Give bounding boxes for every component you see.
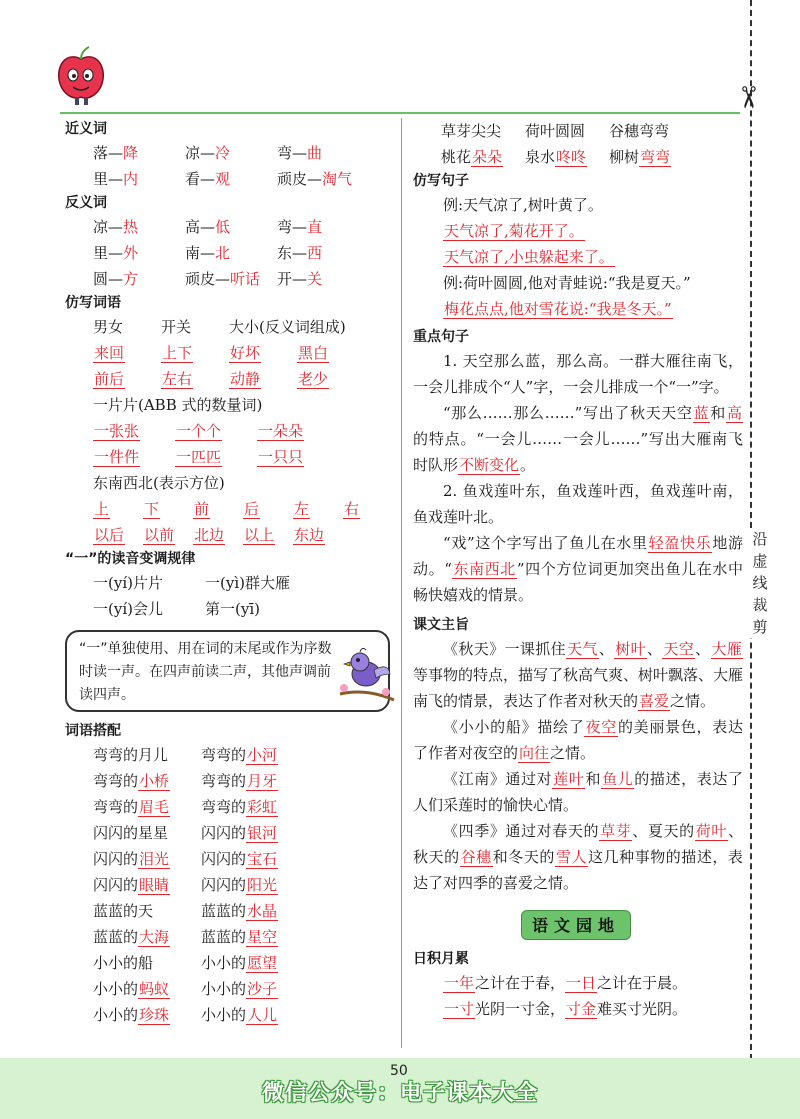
text: 《秋天》一课抓住 bbox=[443, 640, 567, 658]
phrase-prefix: 闪闪的 bbox=[93, 850, 139, 868]
key-sentences-title: 重点句子 bbox=[413, 329, 469, 345]
answer: 阳光 bbox=[247, 876, 278, 894]
answer: 弯弯 bbox=[640, 148, 671, 166]
theme-title: 课文主旨 bbox=[413, 617, 469, 633]
key-sentence-2: 2. 鱼戏莲叶东，鱼戏莲叶西，鱼戏莲叶南，鱼戏莲叶北。 bbox=[413, 482, 743, 526]
theme-jiangnan bbox=[413, 766, 743, 818]
apple-mascot-icon bbox=[55, 45, 107, 105]
word: 顽皮— bbox=[277, 170, 323, 188]
answer: 轻盈快乐 bbox=[648, 534, 712, 552]
phrase-prefix: 弯弯的 bbox=[93, 746, 139, 764]
example-row bbox=[93, 314, 395, 340]
phrase-prefix: 蓝蓝的 bbox=[201, 928, 247, 946]
collocation-row bbox=[93, 794, 395, 820]
answer: 喜爱 bbox=[639, 692, 670, 710]
proverb-line bbox=[413, 996, 743, 1022]
answer: 左右 bbox=[162, 370, 193, 388]
example-word: 男女 bbox=[93, 318, 124, 336]
answer: 珍珠 bbox=[139, 1006, 170, 1024]
proverb-line bbox=[413, 970, 743, 996]
phrase-prefix: 弯弯的 bbox=[201, 746, 247, 764]
phrase-prefix: 小小的 bbox=[93, 1006, 139, 1024]
phrase-prefix: 蓝蓝的 bbox=[201, 902, 247, 920]
scissors-icon: ✂ bbox=[730, 84, 766, 111]
text: 之计在于晨。 bbox=[597, 974, 688, 992]
answer: 外 bbox=[123, 244, 139, 262]
answer: 黑白 bbox=[298, 344, 329, 362]
phrase-prefix: 弯弯的 bbox=[93, 772, 139, 790]
answer: 愿望 bbox=[247, 954, 278, 972]
collocation-row bbox=[93, 924, 395, 950]
phrase-prefix: 蓝蓝的 bbox=[93, 928, 139, 946]
phrase-noun: 月儿 bbox=[138, 746, 169, 764]
column-divider bbox=[401, 118, 402, 1048]
text: 等事物的特点，描写了秋高气爽、树叶飘落、大雁南飞的情景，表达了作者对秋天的 bbox=[413, 666, 744, 710]
answer: 一件件 bbox=[94, 448, 140, 466]
answer: 天空 bbox=[663, 640, 695, 658]
phrase-prefix: 闪闪的 bbox=[201, 876, 247, 894]
answer: 朵朵 bbox=[472, 148, 503, 166]
left-column bbox=[65, 118, 395, 1028]
chinese-garden-banner: 语文园地 bbox=[521, 910, 631, 940]
text: 《四季》通过对春天的 bbox=[443, 822, 600, 840]
word-row bbox=[441, 118, 743, 144]
answer: 一个个 bbox=[176, 422, 222, 440]
answer: 彩虹 bbox=[247, 798, 278, 816]
phrase-noun: 天 bbox=[138, 902, 154, 920]
answer: 泪光 bbox=[139, 850, 170, 868]
page-number: 50 bbox=[390, 1063, 408, 1079]
word: 里— bbox=[93, 170, 124, 188]
answer-row bbox=[93, 418, 395, 444]
answer: 老少 bbox=[298, 370, 329, 388]
answer: 右 bbox=[344, 500, 360, 518]
word: 凉— bbox=[93, 218, 124, 236]
yi-rule-title: “一”的读音变调规律 bbox=[65, 551, 196, 567]
word-row bbox=[93, 166, 395, 192]
answer-row bbox=[93, 444, 395, 470]
word: 高— bbox=[185, 218, 216, 236]
daily-title: 日积月累 bbox=[413, 951, 469, 967]
example-row: 东南西北(表示方位) bbox=[93, 474, 225, 492]
collocation-row bbox=[93, 898, 395, 924]
answer: 银河 bbox=[247, 824, 278, 842]
pinyin-row bbox=[93, 596, 395, 622]
answer: 咚咚 bbox=[556, 148, 587, 166]
text: 、夏天的 bbox=[632, 822, 695, 840]
cut-label: 沿虚线裁剪 bbox=[748, 528, 772, 638]
answer: 东南西北 bbox=[452, 560, 516, 578]
text: 、 bbox=[646, 640, 663, 658]
phrase-prefix: 闪闪的 bbox=[201, 824, 247, 842]
note-text: “一”单独使用、用在词的末尾或作为序数时读一声。在四声前读二声，其他声调前读四声。 bbox=[79, 641, 332, 703]
text: 和 bbox=[585, 770, 602, 788]
answer: 直 bbox=[307, 218, 323, 236]
answer-row bbox=[413, 218, 743, 244]
word: 荷叶圆圆 bbox=[525, 122, 586, 140]
answer: 热 bbox=[123, 218, 139, 236]
answer: 谷穗 bbox=[460, 848, 492, 866]
word: 看— bbox=[185, 170, 216, 188]
answer: 草芽 bbox=[600, 822, 632, 840]
theme-autumn bbox=[413, 636, 743, 714]
synonyms-title: 近义词 bbox=[65, 121, 107, 137]
text: 之情。 bbox=[670, 692, 716, 710]
answer: 西 bbox=[307, 244, 323, 262]
word: 弯— bbox=[277, 144, 308, 162]
answer: 东边 bbox=[294, 526, 325, 544]
answer: 北边 bbox=[194, 526, 225, 544]
answer: 上下 bbox=[162, 344, 193, 362]
answer: 方 bbox=[123, 270, 139, 288]
answer: 前 bbox=[194, 500, 210, 518]
collocation-row bbox=[93, 846, 395, 872]
answer: 莲叶 bbox=[553, 770, 585, 788]
answer: 一只只 bbox=[258, 448, 304, 466]
word: 弯— bbox=[277, 218, 308, 236]
word: 泉水 bbox=[525, 148, 556, 166]
text: ”四个方位词更加突出鱼儿在水中畅快嬉戏的情景。 bbox=[413, 560, 743, 604]
answer-row bbox=[413, 296, 743, 322]
footer-watermark: 微信公众号：电子课本大全 bbox=[261, 1081, 538, 1106]
answer: 北 bbox=[215, 244, 231, 262]
word: 谷穗弯弯 bbox=[609, 122, 670, 140]
answer: 动静 bbox=[230, 370, 261, 388]
answer: 冷 bbox=[215, 144, 231, 162]
text: 之计在于春， bbox=[475, 974, 566, 992]
answer: 观 bbox=[215, 170, 231, 188]
text: 和 bbox=[710, 404, 726, 422]
answer: 一日 bbox=[566, 974, 597, 992]
phrase-prefix: 小小的 bbox=[201, 1006, 247, 1024]
synonyms-list bbox=[65, 140, 395, 192]
text: 的美丽景色，表达了作者对夜空的 bbox=[413, 718, 743, 762]
word: 落— bbox=[93, 144, 124, 162]
collocation-row bbox=[93, 950, 395, 976]
phrase-prefix: 弯弯的 bbox=[201, 798, 247, 816]
answer: 雪人 bbox=[555, 848, 588, 866]
collocation-row bbox=[93, 872, 395, 898]
collocation-row bbox=[93, 768, 395, 794]
imitate-words-block bbox=[65, 314, 395, 548]
answer: 天气 bbox=[567, 640, 598, 658]
text: 《小小的船》描绘了 bbox=[443, 718, 585, 736]
answer-row bbox=[93, 522, 395, 548]
text: 、 bbox=[695, 640, 711, 658]
phrase-noun: 星星 bbox=[138, 824, 169, 842]
answer: 人儿 bbox=[247, 1006, 278, 1024]
phrase-prefix: 闪闪的 bbox=[93, 824, 139, 842]
word: 东— bbox=[277, 244, 308, 262]
phrase-prefix: 闪闪的 bbox=[201, 850, 247, 868]
answer: 眼睛 bbox=[139, 876, 170, 894]
answer: 以后 bbox=[94, 526, 125, 544]
phrase-prefix: 小小的 bbox=[201, 954, 247, 972]
text: 《江南》通过对 bbox=[443, 770, 553, 788]
phrase-prefix: 小小的 bbox=[93, 980, 139, 998]
answer: 眉毛 bbox=[139, 798, 170, 816]
pinyin-item: 一(yí)会儿 bbox=[93, 600, 163, 618]
word: 南— bbox=[185, 244, 216, 262]
answer: 月牙 bbox=[247, 772, 278, 790]
answer: 星空 bbox=[247, 928, 278, 946]
pinyin-item: 一(yí)片片 bbox=[93, 574, 163, 592]
example-row: 一片片(ABB 式的数量词) bbox=[93, 396, 263, 414]
answer: 天气凉了,小虫躲起来了。 bbox=[444, 248, 614, 266]
answer: 一朵朵 bbox=[258, 422, 304, 440]
word: 里— bbox=[93, 244, 124, 262]
answer: 一匹匹 bbox=[176, 448, 222, 466]
answer: 一年 bbox=[444, 974, 475, 992]
text: 、秋天的 bbox=[413, 822, 743, 866]
answer: 向往 bbox=[519, 744, 550, 762]
word: 圆— bbox=[93, 270, 124, 288]
answer: 上 bbox=[94, 500, 110, 518]
collocation-row bbox=[93, 1002, 395, 1028]
answer: 夜空 bbox=[585, 718, 617, 736]
answer: 荷叶 bbox=[695, 822, 727, 840]
answer: 淘气 bbox=[322, 170, 353, 188]
yi-rule-note-box bbox=[65, 630, 390, 712]
theme-seasons bbox=[413, 818, 743, 896]
example-sentence: 例:荷叶圆圆,他对青蛙说:“我是夏天。” bbox=[443, 274, 691, 292]
word: 草芽尖尖 bbox=[441, 122, 502, 140]
answer: 沙子 bbox=[247, 980, 278, 998]
collocation-row bbox=[93, 742, 395, 768]
answer: 蚂蚁 bbox=[139, 980, 170, 998]
answer: 前后 bbox=[94, 370, 125, 388]
text: 这几种事物的描述，表达了对四季的喜爱之情。 bbox=[413, 848, 743, 892]
answer: 下 bbox=[144, 500, 160, 518]
key-sentence-1: 1. 天空那么蓝，那么高。一群大雁往南飞，一会儿排成个“人”字，一会儿排成一个“一”字。 bbox=[413, 352, 743, 396]
text: 和冬天的 bbox=[492, 848, 555, 866]
key-sentence-1-analysis bbox=[413, 400, 743, 478]
collocation-list bbox=[65, 742, 395, 1028]
answer: 宝石 bbox=[247, 850, 278, 868]
word-row bbox=[93, 240, 395, 266]
text: 的描述，表达了人们采莲时的愉快心情。 bbox=[413, 770, 743, 814]
antonyms-title: 反义词 bbox=[65, 195, 107, 211]
theme-boat bbox=[413, 714, 743, 766]
answer: 寸金 bbox=[566, 1000, 597, 1018]
answer: 听话 bbox=[230, 270, 261, 288]
key-sentence-2-analysis bbox=[413, 530, 743, 608]
text: 难买寸光阴。 bbox=[597, 1000, 688, 1018]
answer: 内 bbox=[123, 170, 139, 188]
text: 地游动。“ bbox=[413, 534, 743, 578]
phrase-prefix: 小小的 bbox=[93, 954, 139, 972]
phrase-noun: 船 bbox=[138, 954, 154, 972]
imitate-words-title: 仿写词语 bbox=[65, 295, 121, 311]
phrase-prefix: 弯弯的 bbox=[201, 772, 247, 790]
text: 光阴一寸金， bbox=[475, 1000, 566, 1018]
pinyin-row bbox=[93, 570, 395, 596]
answer: 水晶 bbox=[247, 902, 278, 920]
text: 。 bbox=[520, 456, 536, 474]
imitate-sentences-title: 仿写句子 bbox=[413, 173, 469, 189]
word: 开— bbox=[277, 270, 308, 288]
answer: 一张张 bbox=[94, 422, 140, 440]
word: 柳树 bbox=[609, 148, 640, 166]
word-row bbox=[441, 144, 743, 170]
abb-words bbox=[413, 118, 743, 170]
answer: 左 bbox=[294, 500, 310, 518]
collocation-title: 词语搭配 bbox=[65, 723, 121, 739]
answer: 蓝 bbox=[693, 404, 710, 422]
word: 顽皮— bbox=[185, 270, 231, 288]
answer: 以前 bbox=[144, 526, 175, 544]
answer: 关 bbox=[307, 270, 323, 288]
word-row bbox=[93, 266, 395, 292]
antonyms-list bbox=[65, 214, 395, 292]
text: “戏”这个字写出了鱼儿在水里 bbox=[443, 534, 648, 552]
answer: 大海 bbox=[139, 928, 170, 946]
answer: 来回 bbox=[94, 344, 125, 362]
answer: 降 bbox=[123, 144, 139, 162]
pinyin-item: 第一(yī) bbox=[205, 600, 260, 618]
answer: 好坏 bbox=[230, 344, 261, 362]
bird-icon bbox=[336, 644, 398, 706]
example-word: 开关 bbox=[161, 318, 192, 336]
phrase-prefix: 闪闪的 bbox=[93, 876, 139, 894]
answer: 曲 bbox=[307, 144, 323, 162]
answer-row bbox=[93, 340, 395, 366]
text: 的特点。“一会儿……一会儿……”写出大雁南飞时队形 bbox=[413, 430, 743, 474]
answer: 梅花点点,他对雪花说:“我是冬天。” bbox=[444, 300, 672, 318]
answer: 低 bbox=[215, 218, 231, 236]
answer: 天气凉了,菊花开了。 bbox=[444, 222, 584, 240]
answer: 鱼儿 bbox=[602, 770, 634, 788]
collocation-row bbox=[93, 976, 395, 1002]
right-column bbox=[413, 118, 743, 1022]
collocation-row bbox=[93, 820, 395, 846]
word-row bbox=[93, 214, 395, 240]
phrase-prefix: 弯弯的 bbox=[93, 798, 139, 816]
header-rule bbox=[60, 112, 740, 114]
answer-row bbox=[93, 366, 395, 392]
example-sentence: 例:天气凉了,树叶黄了。 bbox=[443, 196, 603, 214]
answer: 树叶 bbox=[615, 640, 646, 658]
word: 桃花 bbox=[441, 148, 472, 166]
word-row bbox=[93, 140, 395, 166]
answer: 高 bbox=[726, 404, 742, 422]
phrase-prefix: 小小的 bbox=[201, 980, 247, 998]
yi-rule-list bbox=[65, 570, 395, 622]
answer: 后 bbox=[244, 500, 260, 518]
pinyin-item: 一(yì)群大雁 bbox=[205, 574, 290, 592]
word: 凉— bbox=[185, 144, 216, 162]
answer: 不断变化 bbox=[459, 456, 520, 474]
answer-row bbox=[93, 496, 395, 522]
text: 之情。 bbox=[550, 744, 596, 762]
example-word: 大小(反义词组成) bbox=[229, 318, 346, 336]
answer: 大雁 bbox=[711, 640, 742, 658]
phrase-prefix: 蓝蓝的 bbox=[93, 902, 139, 920]
answer-row bbox=[413, 244, 743, 270]
text: 、 bbox=[598, 640, 615, 658]
answer: 小河 bbox=[247, 746, 278, 764]
text: “那么……那么……”写出了秋天天空 bbox=[443, 404, 693, 422]
answer: 以上 bbox=[244, 526, 275, 544]
answer: 一寸 bbox=[444, 1000, 475, 1018]
answer: 小桥 bbox=[139, 772, 170, 790]
